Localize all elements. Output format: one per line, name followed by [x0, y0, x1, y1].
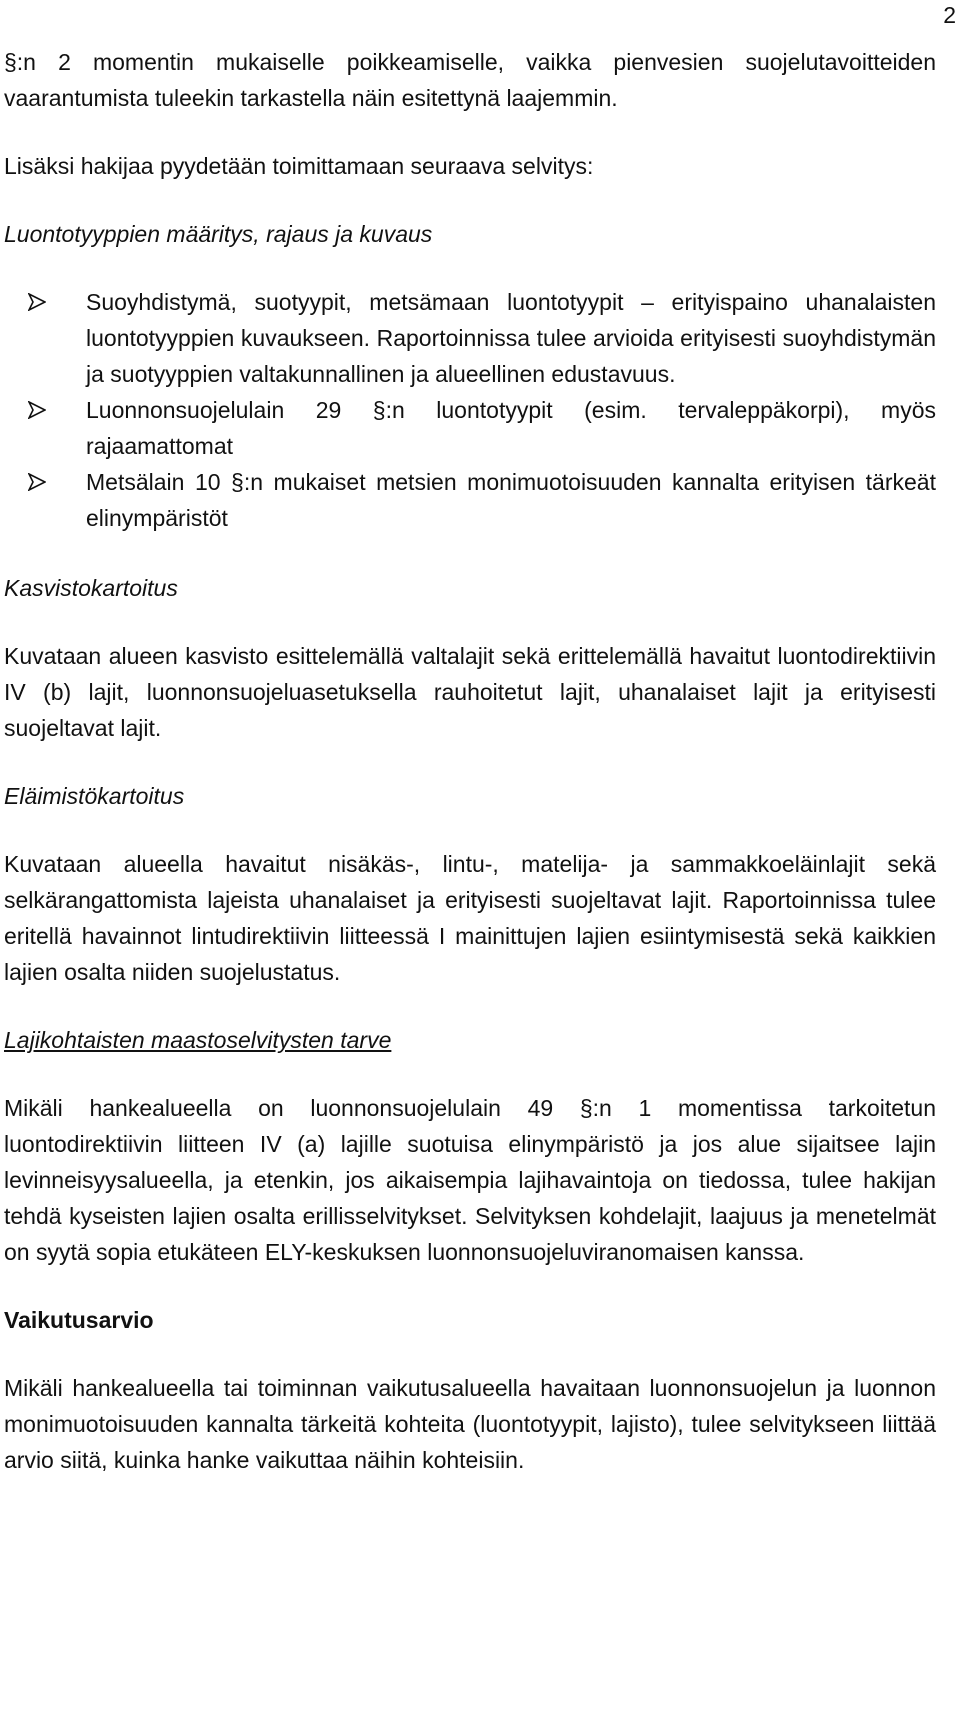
section-text-lajikohtaiset: Mikäli hankealueella on luonnonsuojelulain 49 §:n 1 momentissa tarkoitetun luontodirektiivin liitteen IV (a) lajille suotuisa elinympäristö ja jos alue sijaitsee lajin levinneisyysalueella, ja etenkin, jos aikaisempia lajihavaintoja on tiedossa, tulee hakijan tehdä kyseisten lajien osalta erillisselvitykset. Selvityksen kohdelajit, laajuus ja menetelmät on syytä sopia etukäteen ELY-keskuksen luonnonsuojeluviranomaisen kanssa.: [4, 1095, 936, 1265]
intro-paragraph: §:n 2 momentin mukaiselle poikkeamiselle, vaikka pienvesien suojelutavoitteiden vaarantumista tuleekin tarkastella näin esitettynä laajemmin.: [4, 49, 936, 111]
document-body: [4, 44, 936, 1478]
bullet-item: [4, 392, 936, 464]
arrowhead-bullet-icon: [28, 464, 52, 500]
section-text-vaikutusarvio: Mikäli hankealueella tai toiminnan vaikutusalueella havaitaan luonnonsuojelun ja luonnon monimuotoisuuden kannalta tärkeitä kohteita (luontotyypit, lajisto), tulee selvitykseen liittää arvio siitä, kuinka hanke vaikuttaa näihin kohteisiin.: [4, 1375, 936, 1473]
section-heading-luontotyypit: Luontotyyppien määritys, rajaus ja kuvaus: [4, 221, 433, 247]
arrowhead-bullet-icon: [28, 284, 52, 320]
section-text-kasvisto: Kuvataan alueen kasvisto esittelemällä valtalajit sekä erittelemällä havaitut luontodirektiivin IV (b) lajit, luonnonsuojeluasetuksella rauhoitetut lajit, uhanalaiset lajit ja erityisesti suojeltavat lajit.: [4, 643, 936, 741]
bullet-text: Luonnonsuojelulain 29 §:n luontotyypit (esim. tervaleppäkorpi), myös rajaamattomat: [86, 397, 936, 459]
request-paragraph: Lisäksi hakijaa pyydetään toimittamaan seuraava selvitys:: [4, 153, 594, 179]
section-text-elaimisto: Kuvataan alueella havaitut nisäkäs-, lintu-, matelija- ja sammakkoeläinlajit sekä selkärangattomista lajeista uhanalaiset ja erityisesti suojeltavat lajit. Raportoinnissa tulee eritellä havainnot lintudirektiivin liitteessä I mainittujen lajien esiintymisestä sekä kaikkien lajien osalta niiden suojelustatus.: [4, 851, 936, 985]
bullet-item: [4, 284, 936, 392]
bullet-item: [4, 464, 936, 536]
section-heading-kasvisto: Kasvistokartoitus: [4, 575, 178, 601]
bullet-text: Metsälain 10 §:n mukaiset metsien monimuotoisuuden kannalta erityisen tärkeät elinympäristöt: [86, 469, 936, 531]
bullet-text: Suoyhdistymä, suotyypit, metsämaan luontotyypit – erityispaino uhanalaisten luontotyyppien kuvaukseen. Raportoinnissa tulee arvioida erityisesti suoyhdistymän ja suotyyppien valtakunnallinen ja alueellinen edustavuus.: [86, 289, 936, 387]
arrowhead-bullet-icon: [28, 392, 52, 428]
section-heading-elaimisto: Eläimistökartoitus: [4, 783, 185, 809]
section-heading-vaikutusarvio: Vaikutusarvio: [4, 1307, 154, 1333]
page-number: 2: [943, 2, 956, 28]
section-heading-lajikohtaiset: Lajikohtaisten maastoselvitysten tarve: [4, 1027, 392, 1053]
luontotyypit-bullet-list: [4, 284, 936, 536]
